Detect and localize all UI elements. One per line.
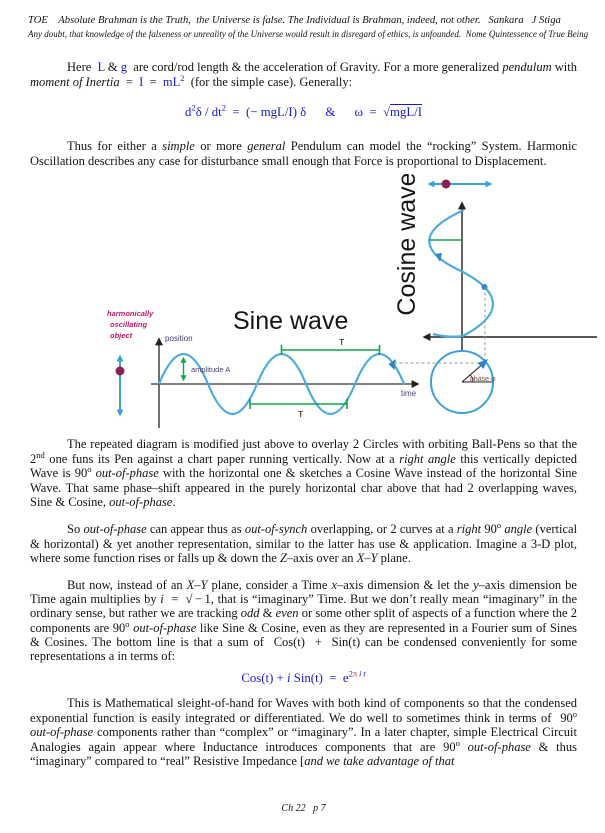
horizontal-oscillating-ball [442,180,451,189]
sine-plot [151,307,418,428]
paragraph-harmonic-oscillation: Thus for either a simple or more general Pendulum can model the “rocking” System. Harmonic Oscillation describes any case for disturbance small enough that Force is proportional to Displacement. [30,139,577,168]
equation-pendulum: $d^2\delta / dt^2$ = (− mgL/I) δ & ω = √mgL/I [184,102,423,119]
sine-cosine-diagram [102,174,602,438]
header-epigraph-line2: Any doubt, that knowledge of the falseness or unreality of the Universe would result in disregard of ethics, is unfounded. Nome Quintessence of True Being [28,29,589,39]
paragraph-imaginary-time: But now, instead of an X–Y plane, consider a Time x–axis dimension & let the y–axis dimension be Time again multiplies by i = √ − 1, that is “imaginary” Time. But we don’t really mean “imaginary” in the ordinary sense, but rather we are tracking odd & even or some other split of aspects of a function where the 2 components are 90$^o$ out-of-phase like Sine & Cosine, even as they are represented in a Fourier sum of Sines & Cosines. The bottom line is that a sum of Cos(t) + Sin(t) can be condensed conveniently for some representations a in terms of: [30,578,578,664]
oscillator-label-line1: harmonically [107,309,154,318]
sine-wave-title: Sine wave [233,307,349,335]
page-footer: Ch 22 p 7 [281,803,326,814]
phase-circle-group [431,351,496,413]
period-label-bottom: T [298,409,304,419]
equation-euler: Cos(t) + i $Sin(t) = e^{2\pi}$ $^{i t}$ [241,668,366,685]
oscillator-label-line2: oscillating [110,320,148,329]
diagram-svg [102,174,602,438]
paragraph-pendulum-intro: Here L & g are cord/rod length & the acceleration of Gravity. For a more generalized pendulum with moment of Inertia = $I = mL^2$ (for the simple case). Generally: [30,60,577,89]
phase-label: phase φ [470,376,496,383]
paragraph-sleight-of-hand: This is Mathematical sleight-of-hand for Waves with both kind of components so that the condensed exponential function is easily integrated or differentiated. We do well to sometimes think in terms of 90$^o$ out-of-phase components rather than “complex” or “imaginary”. In a later chapter, simple Electrical Circuit Analogies again appear where Inductance introduces components that are 90$^o$ out-of-phase & thus “imaginary” compared to “real” Resistive Impedance [and we take advantage of that [30,696,578,769]
oscillating-ball [116,367,125,376]
period-marker-top [282,337,380,355]
oscillator-label-line3: object [110,331,133,340]
position-axis-label: position [165,334,193,343]
header-epigraph-line1: TOE Absolute Brahman is the Truth, the Universe is false. The Individual is Brahman, indeed, not other. Sankara J Stiga [28,15,561,26]
cosine-wave-title: Cosine wave [393,174,421,316]
amplitude-label: amplitude A [191,365,231,374]
cosine-wave-curve [429,210,493,337]
paragraph-repeated-diagram: The repeated diagram is modified just above to overlay 2 Circles with orbiting Ball-Pens so that the 2nd one funs its Pen against a chart paper running vertically. Now at a right angle this vertically depicted Wave is 90$^o$ out-of-phase with the horizontal one & sketches a Cosine Wave instead of the horizontal Sine Wave. That same phase–shift appeared in the purely horizontal char above that had 2 overlapping waves, Sine & Cosine, out-of-phase. [30,437,578,510]
paragraph-out-of-phase: So out-of-phase can appear thus as out-of-synch overlapping, or 2 curves at a right 90$^o$ angle (vertical & horizontal) & yet another representation, similar to the latter has use & application. Imagine a 3-D plot, where some function rises or falls up & down the Z–axis over an X–Y plane. [30,519,578,566]
period-marker-bottom [250,399,347,419]
period-label-top: T [339,337,345,347]
cosine-plot [393,174,597,351]
time-axis-label: time [401,389,417,398]
oscillating-object [107,309,154,415]
